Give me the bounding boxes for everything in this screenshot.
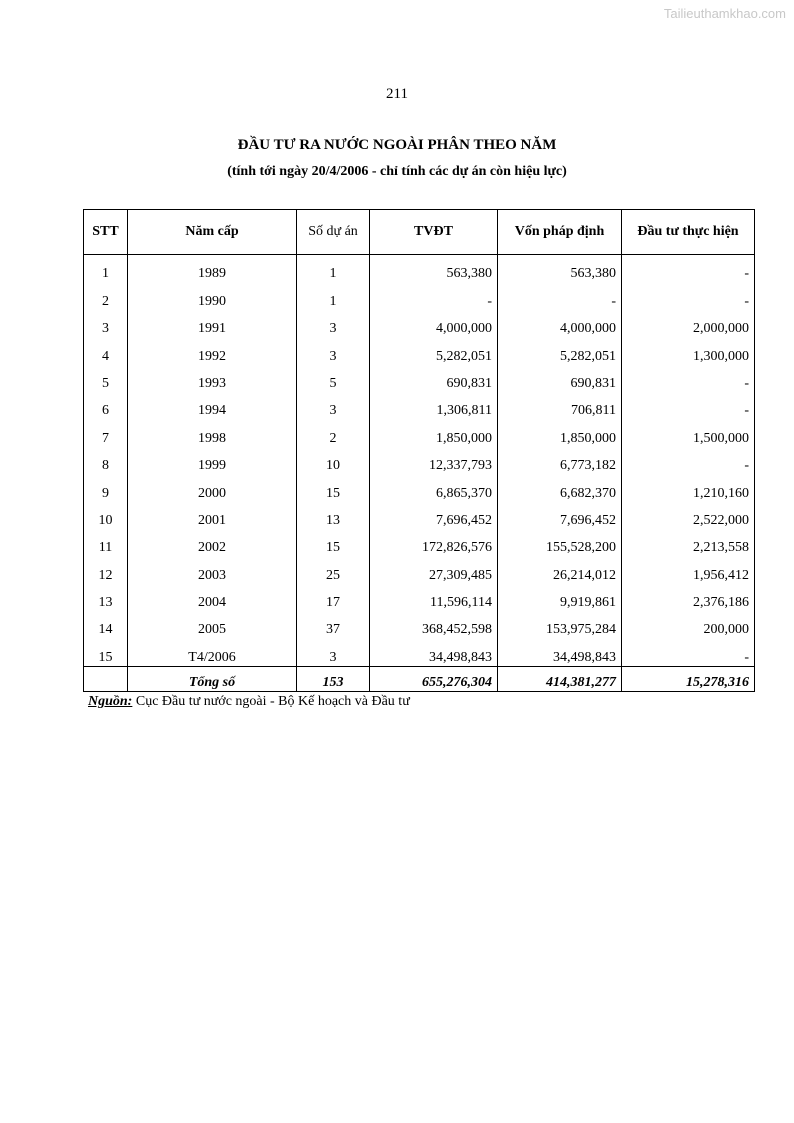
cell-stt: 6 [84,392,128,419]
cell-tvdt: 11,596,114 [370,584,498,611]
cell-implemented: 200,000 [622,611,755,638]
cell-project-count: 10 [297,447,370,474]
table-row [84,638,755,666]
total-projects: 153 [297,666,370,691]
cell-year: 2004 [128,584,297,611]
table-row [84,584,755,611]
cell-year: 1990 [128,282,297,309]
cell-project-count: 2 [297,419,370,446]
cell-implemented: 2,522,000 [622,502,755,529]
table-row [84,529,755,556]
cell-stt: 14 [84,611,128,638]
cell-implemented: - [622,282,755,309]
cell-project-count: 3 [297,337,370,364]
header-tvdt: TVĐT [370,210,498,255]
cell-implemented: 1,500,000 [622,419,755,446]
cell-tvdt: 1,306,811 [370,392,498,419]
cell-stt: 4 [84,337,128,364]
cell-year: 1993 [128,365,297,392]
total-label: Tổng số [128,666,297,691]
cell-stt: 13 [84,584,128,611]
cell-tvdt: 563,380 [370,255,498,283]
cell-stt: 15 [84,638,128,666]
cell-year: 2000 [128,474,297,501]
cell-year: 1992 [128,337,297,364]
cell-year: 1994 [128,392,297,419]
table-row [84,392,755,419]
cell-legal-capital: 6,682,370 [498,474,622,501]
cell-legal-capital: 4,000,000 [498,310,622,337]
total-implemented: 15,278,316 [622,666,755,691]
cell-tvdt: 1,850,000 [370,419,498,446]
cell-stt: 2 [84,282,128,309]
header-project-count: Số dự án [297,210,370,255]
cell-stt: 8 [84,447,128,474]
cell-stt: 12 [84,556,128,583]
cell-legal-capital: 7,696,452 [498,502,622,529]
cell-project-count: 17 [297,584,370,611]
cell-project-count: 25 [297,556,370,583]
table-row [84,419,755,446]
cell-legal-capital: 1,850,000 [498,419,622,446]
cell-stt: 5 [84,365,128,392]
header-year: Năm cấp [128,210,297,255]
cell-project-count: 15 [297,474,370,501]
cell-year: 1991 [128,310,297,337]
table-body [84,255,755,667]
total-row [84,666,755,691]
source-note [88,694,410,710]
cell-project-count: 37 [297,611,370,638]
table-row [84,611,755,638]
cell-legal-capital: 155,528,200 [498,529,622,556]
cell-project-count: 5 [297,365,370,392]
cell-stt: 11 [84,529,128,556]
cell-tvdt: 172,826,576 [370,529,498,556]
cell-project-count: 15 [297,529,370,556]
cell-project-count: 3 [297,392,370,419]
cell-year: 2001 [128,502,297,529]
cell-project-count: 13 [297,502,370,529]
cell-stt: 3 [84,310,128,337]
page-number: 211 [386,86,408,102]
table-row [84,255,755,283]
cell-implemented: 2,213,558 [622,529,755,556]
cell-year: T4/2006 [128,638,297,666]
cell-implemented: - [622,638,755,666]
table-header-row [84,210,755,255]
total-empty-cell [84,666,128,691]
page-title: ĐẦU TƯ RA NƯỚC NGOÀI PHÂN THEO NĂM [237,137,557,153]
cell-year: 1999 [128,447,297,474]
cell-tvdt: 6,865,370 [370,474,498,501]
source-label: Nguồn: [88,694,133,709]
cell-year: 2005 [128,611,297,638]
cell-tvdt: 12,337,793 [370,447,498,474]
table-row [84,556,755,583]
cell-project-count: 1 [297,255,370,283]
cell-legal-capital: 706,811 [498,392,622,419]
cell-legal-capital: 153,975,284 [498,611,622,638]
page-subtitle: (tính tới ngày 20/4/2006 - chỉ tính các dự án còn hiệu lực) [227,164,567,179]
cell-stt: 9 [84,474,128,501]
table-row [84,337,755,364]
cell-project-count: 3 [297,310,370,337]
cell-implemented: 2,376,186 [622,584,755,611]
total-legal-capital: 414,381,277 [498,666,622,691]
cell-implemented: 1,300,000 [622,337,755,364]
cell-tvdt: 34,498,843 [370,638,498,666]
cell-project-count: 3 [297,638,370,666]
table-row [84,282,755,309]
cell-legal-capital: 9,919,861 [498,584,622,611]
cell-tvdt: 27,309,485 [370,556,498,583]
table-row [84,365,755,392]
table-row [84,502,755,529]
cell-implemented: - [622,365,755,392]
cell-tvdt: - [370,282,498,309]
cell-legal-capital: 5,282,051 [498,337,622,364]
cell-implemented: - [622,392,755,419]
cell-legal-capital: 690,831 [498,365,622,392]
cell-legal-capital: - [498,282,622,309]
cell-tvdt: 368,452,598 [370,611,498,638]
table-row [84,310,755,337]
cell-implemented: 1,956,412 [622,556,755,583]
cell-year: 1998 [128,419,297,446]
cell-year: 2003 [128,556,297,583]
cell-legal-capital: 563,380 [498,255,622,283]
header-stt: STT [84,210,128,255]
source-text: Cục Đầu tư nước ngoài - Bộ Kế hoạch và Đầu tư [132,694,410,709]
cell-legal-capital: 34,498,843 [498,638,622,666]
cell-project-count: 1 [297,282,370,309]
cell-stt: 7 [84,419,128,446]
table-row [84,447,755,474]
cell-stt: 1 [84,255,128,283]
cell-tvdt: 5,282,051 [370,337,498,364]
total-tvdt: 655,276,304 [370,666,498,691]
watermark: Tailieuthamkhao.com [663,6,786,21]
header-implemented: Đầu tư thực hiện [622,210,755,255]
cell-year: 1989 [128,255,297,283]
cell-legal-capital: 6,773,182 [498,447,622,474]
header-legal-capital: Vốn pháp định [498,210,622,255]
cell-implemented: 2,000,000 [622,310,755,337]
cell-tvdt: 690,831 [370,365,498,392]
cell-implemented: - [622,255,755,283]
cell-legal-capital: 26,214,012 [498,556,622,583]
cell-stt: 10 [84,502,128,529]
cell-implemented: 1,210,160 [622,474,755,501]
cell-year: 2002 [128,529,297,556]
investment-table [83,209,755,692]
table-row [84,474,755,501]
cell-tvdt: 7,696,452 [370,502,498,529]
cell-tvdt: 4,000,000 [370,310,498,337]
cell-implemented: - [622,447,755,474]
